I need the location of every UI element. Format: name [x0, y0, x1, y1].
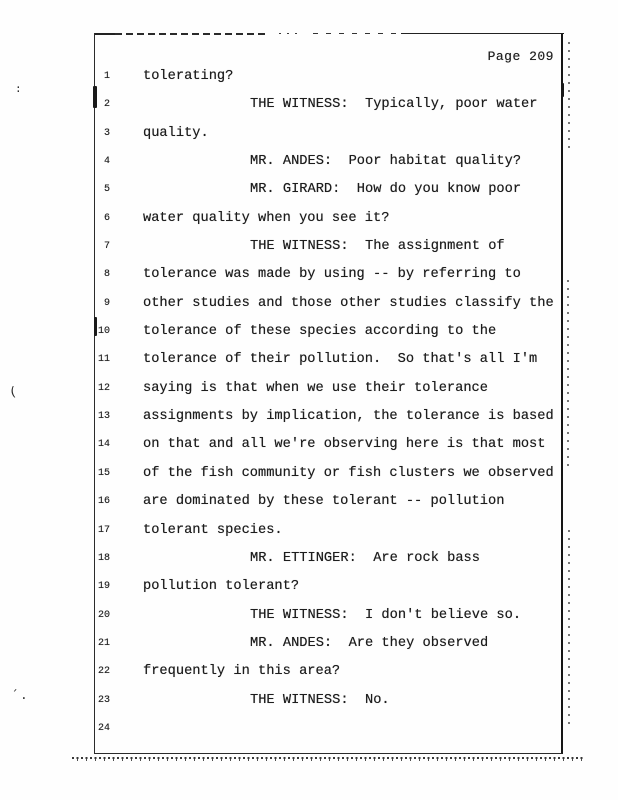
line-number: 22: [97, 666, 110, 678]
transcript-line: [95, 318, 561, 346]
line-text: tolerance was made by using -- by referring to: [143, 267, 521, 283]
scan-noise-right-strip: [567, 280, 569, 470]
line-text: THE WITNESS: Typically, poor water: [250, 97, 538, 113]
line-text: tolerance of these species according to the: [143, 324, 497, 340]
line-number: 20: [97, 609, 110, 621]
top-border-segment: [313, 33, 401, 34]
line-text: of the fish community or fish clusters we observed: [143, 465, 554, 481]
margin-mark: (: [7, 384, 18, 401]
line-number: 13: [97, 411, 110, 423]
line-number: 14: [97, 439, 110, 451]
transcript-line: [95, 630, 561, 658]
line-number: 1: [103, 71, 110, 82]
transcript-line: [95, 602, 561, 630]
transcript-line: [95, 460, 561, 488]
line-number: 17: [97, 524, 110, 536]
line-text: tolerant species.: [143, 522, 283, 538]
line-number: 16: [97, 496, 110, 508]
line-text: tolerance of their pollution. So that's all I'm: [143, 352, 538, 368]
line-number: 15: [97, 467, 110, 479]
transcript-line: [95, 148, 561, 176]
scan-noise-right-strip: [568, 42, 570, 152]
transcript-line: [95, 290, 561, 318]
transcript-line: [95, 715, 561, 743]
transcript-line: [95, 658, 561, 686]
transcript-body: [95, 63, 561, 743]
transcript-line: [95, 120, 561, 148]
transcript-line: [95, 545, 561, 573]
line-number: 24: [97, 722, 110, 734]
line-number: 9: [103, 297, 110, 309]
line-number: 10: [97, 326, 110, 338]
transcript-line: [95, 375, 561, 403]
transcript-line: [95, 205, 561, 233]
line-number: 5: [103, 184, 110, 196]
transcript-line: [95, 176, 561, 204]
transcript-line: [95, 261, 561, 289]
transcript-line: [95, 687, 561, 715]
line-text: tolerating?: [143, 69, 234, 84]
margin-mark: ´.: [11, 688, 30, 702]
line-text: other studies and those other studies classify the: [143, 295, 554, 311]
line-number: 6: [103, 212, 110, 224]
line-text: frequently in this area?: [143, 664, 341, 680]
line-number: 12: [97, 382, 110, 394]
line-number: 23: [97, 694, 110, 706]
transcript-line: [95, 346, 561, 374]
margin-mark: :: [15, 82, 22, 95]
top-border-segment: [401, 33, 564, 34]
line-number: 2: [103, 99, 110, 111]
line-text: THE WITNESS: No.: [250, 692, 390, 708]
line-text: MR. ANDES: Are they observed: [250, 635, 489, 651]
scan-noise-right-strip: [568, 530, 570, 730]
line-number: 8: [103, 269, 110, 281]
line-number: 7: [103, 241, 110, 253]
top-border-segment: [279, 33, 303, 34]
line-number: 18: [97, 552, 110, 564]
line-text: water quality when you see it?: [143, 210, 390, 226]
line-text: MR. ETTINGER: Are rock bass: [250, 550, 480, 566]
line-text: assignments by implication, the tolerance is based: [143, 409, 554, 425]
line-text: THE WITNESS: I don't believe so.: [250, 607, 522, 623]
page-border-frame: [94, 33, 563, 754]
transcript-line: [95, 517, 561, 545]
top-border-segment: [115, 33, 269, 35]
line-text: on that and all we're observing here is that most: [143, 437, 546, 453]
transcript-line: [95, 488, 561, 516]
line-number: 3: [103, 127, 110, 139]
line-text: MR. GIRARD: How do you know poor: [250, 182, 522, 198]
transcript-line: [95, 63, 561, 91]
transcript-line: [95, 91, 561, 119]
line-text: saying is that when we use their tolerance: [143, 380, 488, 396]
line-text: pollution tolerant?: [143, 579, 300, 595]
line-text: THE WITNESS: The assignment of: [250, 239, 505, 255]
top-border-segment: [95, 33, 115, 35]
line-text: quality.: [143, 125, 209, 141]
line-number: 19: [97, 581, 110, 593]
transcript-line: [95, 431, 561, 459]
transcript-line: [95, 403, 561, 431]
transcript-line: [95, 573, 561, 601]
transcript-line: [95, 233, 561, 261]
scan-noise-bottom-band: [72, 757, 585, 761]
line-text: are dominated by these tolerant -- pollution: [143, 494, 505, 510]
line-number: 4: [103, 156, 110, 168]
ink-blotch: [561, 83, 564, 97]
line-text: MR. ANDES: Poor habitat quality?: [250, 154, 522, 170]
line-number: 21: [97, 637, 110, 649]
line-number: 11: [97, 354, 110, 366]
page-number: Page 209: [487, 49, 554, 64]
